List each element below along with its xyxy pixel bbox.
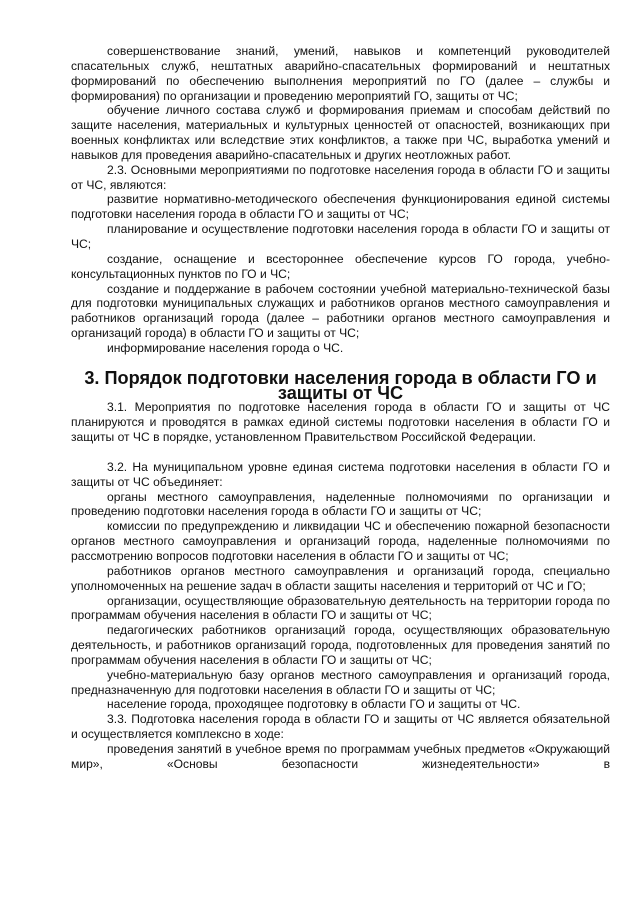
paragraph-gap xyxy=(71,445,610,460)
paragraph: проведения занятий в учебное время по программам учебных предметов «Окружающий мир», «Основы безопасности жизнедеятельности» в xyxy=(71,741,610,771)
paragraph: обучение личного состава служб и формирования приемам и способам действий по защите населения, материальных и культурных ценностей от опасностей, возникающих при военных конфликтах или вследствие этих конфликтов, а также при ЧС, выработка умений и навыков для проведения аварийно-спасательных и других неотложных работ. xyxy=(71,103,610,162)
paragraph: учебно-материальную базу органов местного самоуправления и организаций города, предназначенную для подготовки населения в области ГО и защиты от ЧС; xyxy=(71,667,610,697)
paragraph: 3.3. Подготовка населения города в области ГО и защиты от ЧС является обязательной и осуществляется комплексно в ходе: xyxy=(71,712,610,742)
paragraph: информирование населения города о ЧС. xyxy=(107,340,344,355)
paragraph: педагогических работников организаций города, осуществляющих образовательную деятельность, и работников организаций города, подготовленных для проведения занятий по программам обучения населения в области ГО и защиты от ЧС; xyxy=(71,623,610,667)
paragraph: создание, оснащение и всестороннее обеспечение курсов ГО города, учебно-консультационных пунктов по ГО и ЧС; xyxy=(71,251,610,281)
paragraph: создание и поддержание в рабочем состоянии учебной материально-технической базы для подготовки муниципальных служащих и работников органов местного самоуправления и работников организаций города (далее – работники органов местного самоуправления и организаций города) в области ГО и защиты от ЧС; xyxy=(71,281,610,341)
paragraph: 3.2. На муниципальном уровне единая система подготовки населения в области ГО и защиты от ЧС объединяет: xyxy=(71,459,610,489)
paragraph: работников органов местного самоуправления и организаций города, специально уполномоченных на решение задач в области защиты населения и территорий от ЧС и ГО; xyxy=(71,563,610,593)
paragraph: организации, осуществляющие образовательную деятельность на территории города по программам обучения населения в области ГО и защиты от ЧС; xyxy=(71,593,610,623)
section-heading: 3. Порядок подготовки населения города в области ГО и защиты от ЧС xyxy=(84,367,597,403)
paragraph: 2.3. Основными мероприятиями по подготовке населения города в области ГО и защиты от ЧС, являются: xyxy=(71,162,610,192)
paragraph: 3.1. Мероприятия по подготовке населения города в области ГО и защиты от ЧС планируются и проводятся в рамках единой системы подготовки населения в области ГО и защиты от ЧС в порядке, установленном Правительством Российской Федерации. xyxy=(71,400,610,445)
paragraph: комиссии по предупреждению и ликвидации ЧС и обеспечению пожарной безопасности органов местного самоуправления и организаций города, наделенные полномочиями по рассмотрению вопросов подготовки населения в области ГО и защиты от ЧС; xyxy=(71,519,610,563)
paragraph: органы местного самоуправления, наделенные полномочиями по организации и проведению подготовки населения города в области ГО и защиты от ЧС; xyxy=(71,489,610,519)
paragraph: совершенствование знаний, умений, навыков и компетенций руководителей спасательных служб, нештатных аварийно-спасательных формирований и нештатных формирований по обеспечению выполнения мероприятий по ГО (далее – службы и формирования) по организации и проведению мероприятий ГО, защиты от ЧС; xyxy=(71,44,610,103)
paragraph: развитие нормативно-методического обеспечения функционирования единой системы подготовки населения города в области ГО и защиты от ЧС; xyxy=(71,192,610,222)
paragraph: население города, проходящее подготовку в области ГО и защиты от ЧС. xyxy=(107,697,521,712)
document-page xyxy=(71,44,610,772)
paragraph: планирование и осуществление подготовки населения города в области ГО и защиты от ЧС; xyxy=(71,222,610,251)
